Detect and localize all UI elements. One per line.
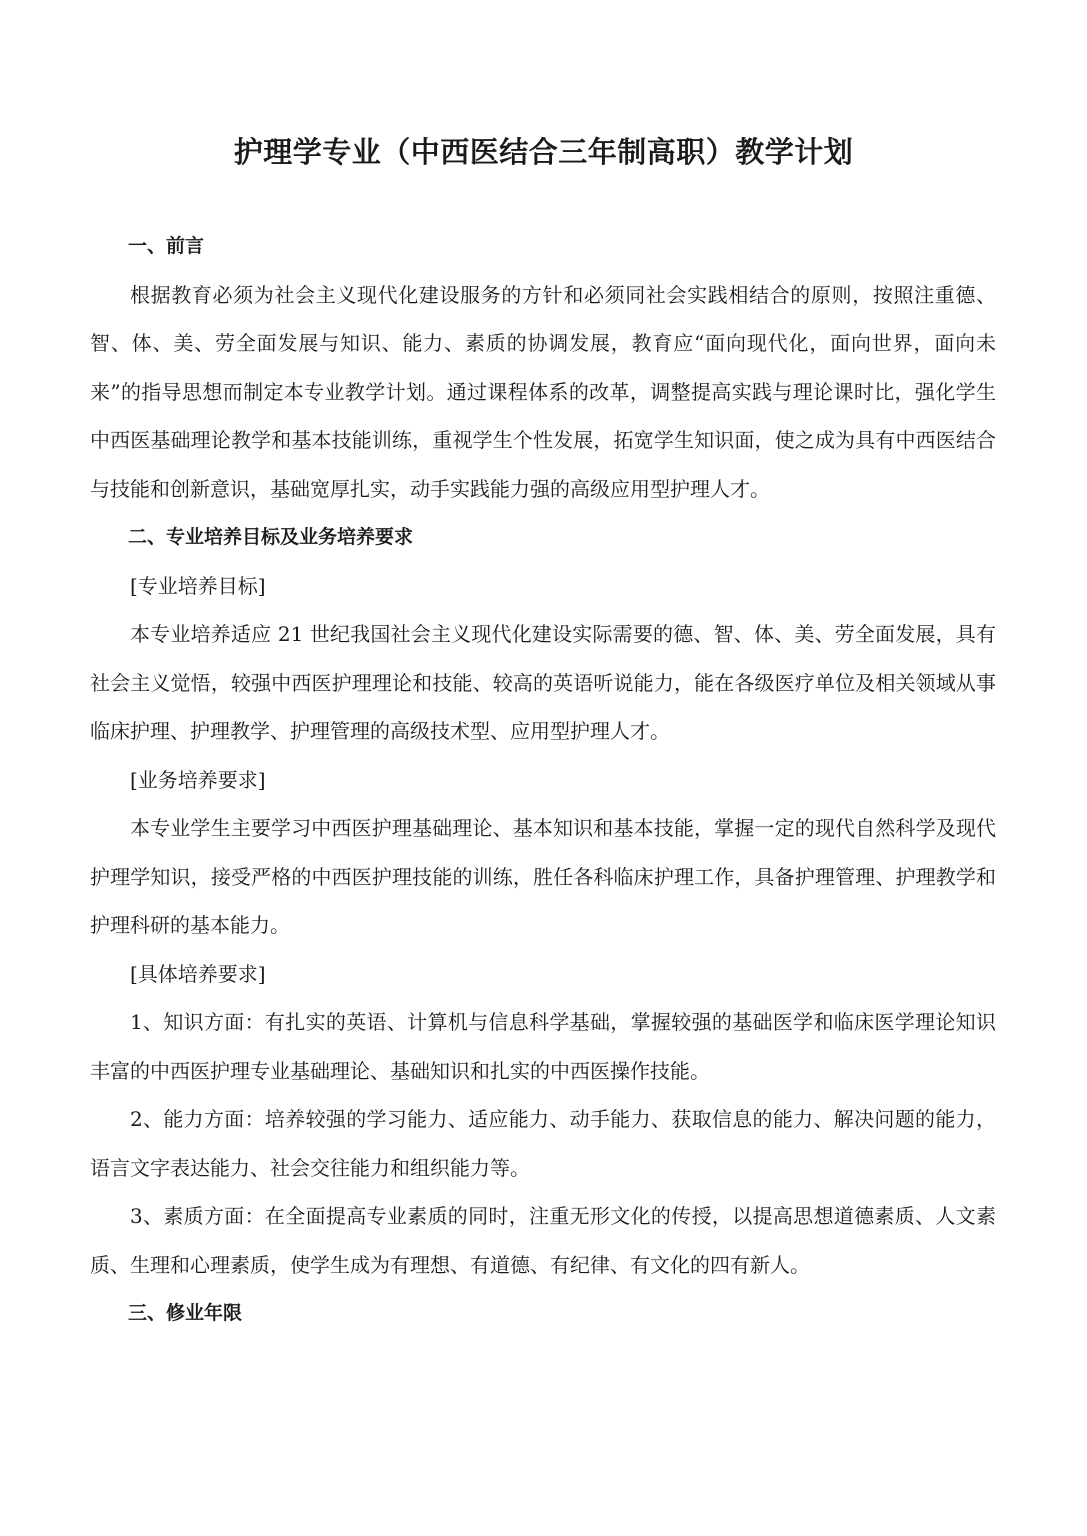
section-heading-preface: 一、前言 [128,235,205,257]
business-requirements-paragraph: 本专业学生主要学习中西医护理基础理论、基本知识和基本技能，掌握一定的现代自然科学及现代护理学知识，接受严格的中西医护理技能的训练，胜任各科临床护理工作，具备护理管理、护理教学和护理科研的基本能力。 [90,816,996,937]
professional-objective-paragraph: 本专业培养适应 21 世纪我国社会主义现代化建设实际需要的德、智、体、美、劳全面发展，具有社会主义觉悟，较强中西医护理理论和技能、较高的英语听说能力，能在各级医疗单位及相关领域从事临床护理、护理教学、护理管理的高级技术型、应用型护理人才。 [90,622,996,743]
document-title: 护理学专业（中西医结合三年制高职）教学计划 [233,135,854,169]
subheading-professional-objective: [专业培养目标] [130,573,266,598]
subheading-business-requirements: [业务培养要求] [130,767,266,792]
document-body [90,222,996,1338]
section-heading-study-duration: 三、修业年限 [128,1302,243,1324]
subheading-specific-requirements: [具体培养要求] [130,961,266,986]
preface-paragraph: 根据教育必须为社会主义现代化建设服务的方针和必须同社会实践相结合的原则，按照注重德、智、体、美、劳全面发展与知识、能力、素质的协调发展，教育应“面向现代化，面向世界，面向未来”的指导思想而制定本专业教学计划。通过课程体系的改革，调整提高实践与理论课时比，强化学生中西医基础理论教学和基本技能训练，重视学生个性发展，拓宽学生知识面，使之成为具有中西医结合与技能和创新意识，基础宽厚扎实，动手实践能力强的高级应用型护理人才。 [90,282,996,501]
requirement-ability: 2、能力方面：培养较强的学习能力、适应能力、动手能力、获取信息的能力、解决问题的能力，语言文字表达能力、社会交往能力和组织能力等。 [90,1107,996,1180]
requirement-quality: 3、素质方面：在全面提高专业素质的同时，注重无形文化的传授，以提高思想道德素质、人文素质、生理和心理素质，使学生成为有理想、有道德、有纪律、有文化的四有新人。 [90,1204,996,1277]
requirement-knowledge: 1、知识方面：有扎实的英语、计算机与信息科学基础，掌握较强的基础医学和临床医学理论知识丰富的中西医护理专业基础理论、基础知识和扎实的中西医操作技能。 [90,1010,996,1083]
section-heading-training-objectives: 二、专业培养目标及业务培养要求 [128,526,414,548]
